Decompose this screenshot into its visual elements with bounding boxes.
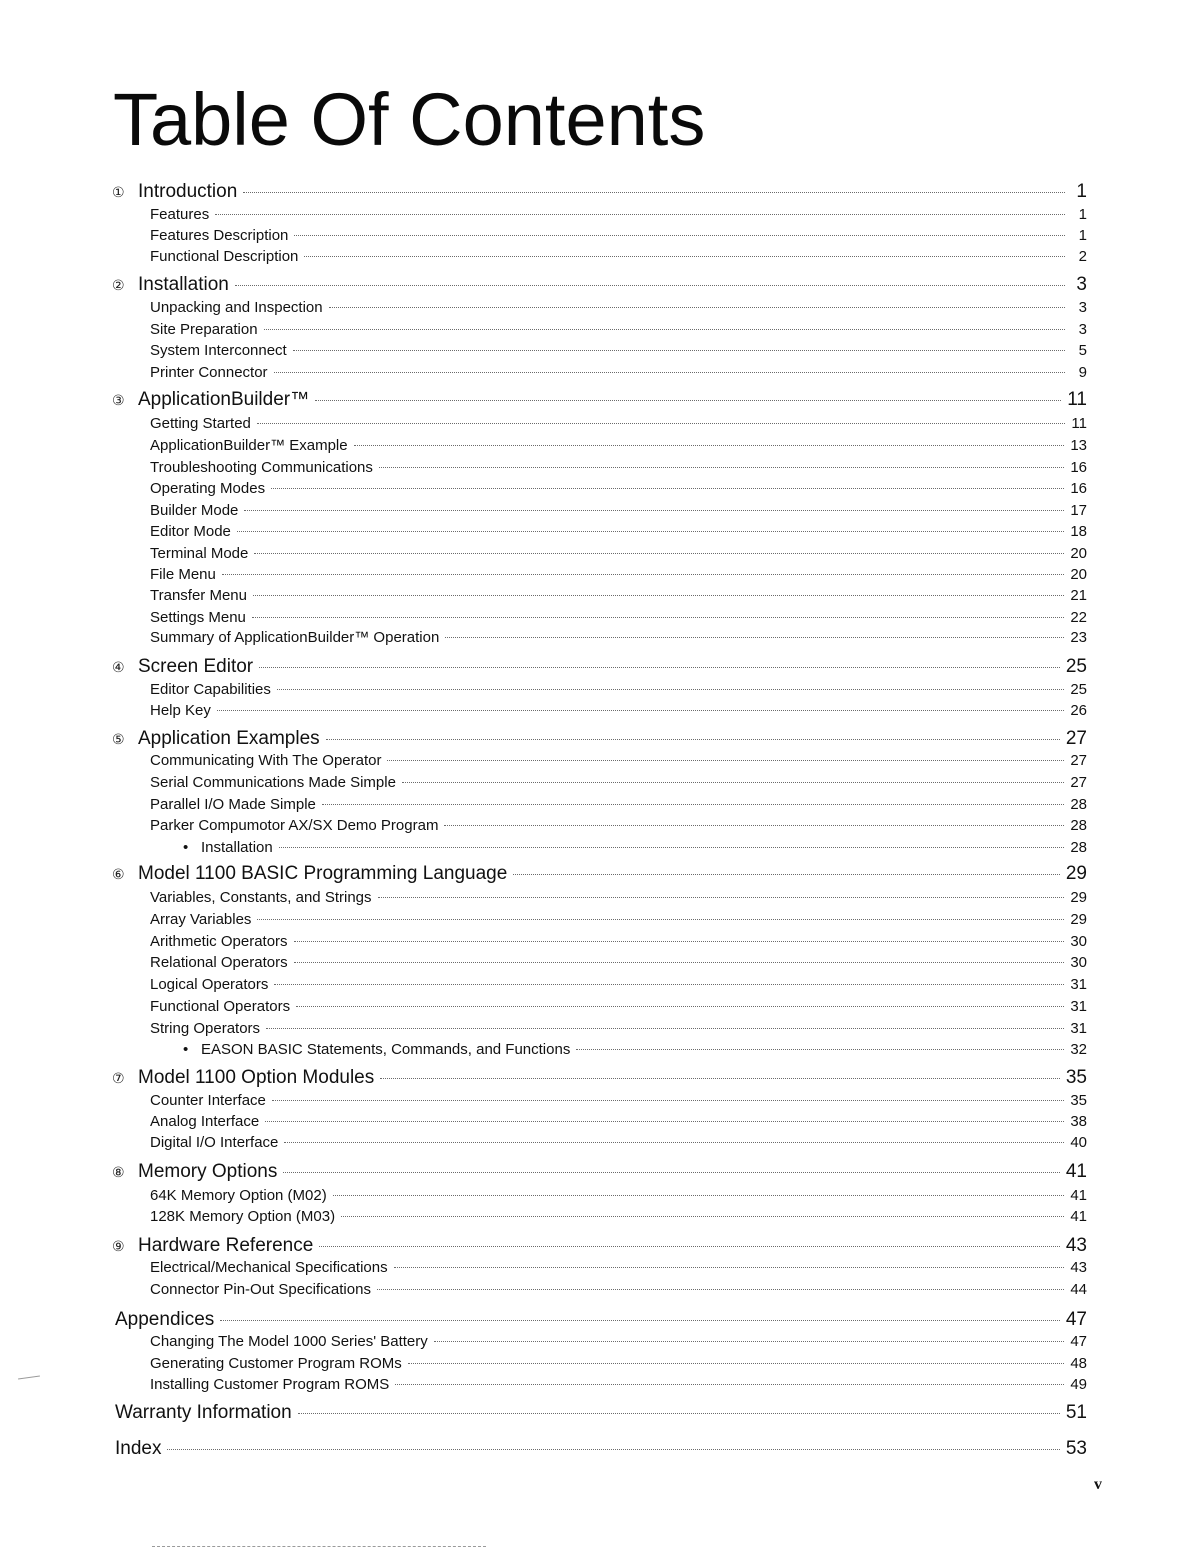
dot-leader (434, 1341, 1065, 1342)
toc-entry-page: 28 (1070, 796, 1087, 813)
page-folio: v (1094, 1476, 1102, 1493)
toc-entry-page: 22 (1070, 609, 1087, 626)
toc-entry (150, 226, 1087, 246)
toc-entry-label: Unpacking and Inspection (150, 299, 323, 316)
toc-entry-label: ApplicationBuilder™ Example (150, 437, 348, 454)
toc-entry-label: Arithmetic Operators (150, 933, 288, 950)
dot-leader (380, 1078, 1060, 1079)
toc-entry (150, 479, 1087, 499)
toc-entry (150, 975, 1087, 995)
dot-leader (257, 423, 1065, 424)
toc-entry-page: 44 (1070, 1281, 1087, 1298)
toc-entry-page: 21 (1070, 587, 1087, 604)
dot-leader (394, 1267, 1065, 1268)
dot-leader (298, 1413, 1060, 1414)
dot-leader (264, 329, 1065, 330)
toc-entry-label: Features Description (150, 227, 289, 244)
toc-entry (150, 436, 1087, 456)
toc-entry-label: Parallel I/O Made Simple (150, 796, 316, 813)
toc-entry-label: Digital I/O Interface (150, 1134, 279, 1151)
toc-entry (150, 910, 1087, 930)
toc-entry-label: Parker Compumotor AX/SX Demo Program (150, 817, 439, 834)
toc-entry-label: Relational Operators (150, 954, 288, 971)
dot-leader (329, 307, 1065, 308)
toc-entry (112, 180, 1087, 205)
toc-entry-page: 17 (1070, 502, 1087, 519)
toc-entry-label: Index (115, 1438, 162, 1459)
toc-entry-page: 41 (1070, 1208, 1087, 1225)
toc-entry (150, 773, 1087, 793)
dot-leader (408, 1363, 1065, 1364)
toc-entry-page: 30 (1070, 954, 1087, 971)
toc-entry-label: Troubleshooting Communications (150, 459, 373, 476)
dot-leader (315, 400, 1061, 401)
chapter-number-icon: ② (112, 278, 125, 294)
toc-entry-page: 28 (1070, 817, 1087, 834)
toc-entry (150, 701, 1087, 721)
dot-leader (294, 941, 1065, 942)
dot-leader (444, 825, 1064, 826)
toc-entry-page: 25 (1070, 681, 1087, 698)
toc-entry (150, 501, 1087, 521)
toc-entry-label: Analog Interface (150, 1113, 260, 1130)
toc-entry (150, 628, 1087, 648)
toc-entry-page: 27 (1070, 774, 1087, 791)
toc-entry-label: Connector Pin-Out Specifications (150, 1281, 371, 1298)
toc-entry (112, 1066, 1087, 1091)
toc-entry-page: 5 (1078, 342, 1087, 359)
dot-leader (322, 804, 1064, 805)
dot-leader (257, 919, 1064, 920)
toc-entry-label: Terminal Mode (150, 545, 249, 562)
toc-entry (183, 1040, 1087, 1060)
toc-entry (112, 273, 1087, 298)
toc-entry (115, 1401, 1087, 1425)
toc-entry-page: 25 (1065, 656, 1087, 677)
toc-entry-page: 27 (1065, 728, 1087, 749)
toc-entry-label: Warranty Information (115, 1402, 292, 1423)
dot-leader (341, 1216, 1064, 1217)
toc-entry-label: Getting Started (150, 415, 251, 432)
dot-leader (244, 510, 1064, 511)
toc-entry (150, 1133, 1087, 1153)
dot-leader (379, 467, 1064, 468)
toc-entry-label: Application Examples (138, 728, 320, 749)
toc-entry (150, 932, 1087, 952)
toc-entry-label: Electrical/Mechanical Specifications (150, 1259, 388, 1276)
toc-entry-label: Generating Customer Program ROMs (150, 1355, 402, 1372)
toc-entry-page: 28 (1070, 839, 1087, 856)
toc-entry (112, 1160, 1087, 1185)
chapter-number-icon: ③ (112, 393, 125, 409)
toc-entry (150, 565, 1087, 585)
toc-entry-page: 47 (1065, 1309, 1087, 1330)
toc-entry (150, 458, 1087, 478)
toc-entry-page: 26 (1070, 702, 1087, 719)
toc-entry-label: Builder Mode (150, 502, 239, 519)
bullet-icon: • (183, 1041, 189, 1058)
toc-entry (150, 1332, 1087, 1352)
toc-entry-label: Changing The Model 1000 Series' Battery (150, 1333, 428, 1350)
toc-entry (150, 888, 1087, 908)
toc-entry-page: 16 (1070, 480, 1087, 497)
dot-leader (274, 372, 1065, 373)
chapter-number-icon: ④ (112, 660, 125, 676)
toc-entry (183, 838, 1087, 858)
chapter-number-icon: ⑤ (112, 732, 125, 748)
toc-entry-page: 1 (1078, 206, 1087, 223)
dot-leader (259, 667, 1060, 668)
toc-entry (150, 522, 1087, 542)
dot-leader (283, 1172, 1059, 1173)
dot-leader (252, 617, 1064, 618)
toc-entry-label: Logical Operators (150, 976, 269, 993)
toc-entry-label: Introduction (138, 181, 238, 202)
toc-entry (150, 363, 1087, 383)
toc-entry (150, 298, 1087, 318)
toc-entry (150, 751, 1087, 771)
toc-entry-label: Editor Mode (150, 523, 231, 540)
toc-entry-page: 53 (1065, 1438, 1087, 1459)
dot-leader (387, 760, 1064, 761)
toc-entry-label: Installation (201, 839, 273, 856)
toc-entry-page: 31 (1070, 1020, 1087, 1037)
dot-leader (220, 1320, 1060, 1321)
toc-entry-page: 30 (1070, 933, 1087, 950)
toc-entry-label: Hardware Reference (138, 1235, 314, 1256)
toc-entry-page: 20 (1070, 545, 1087, 562)
toc-entry-page: 29 (1065, 863, 1087, 884)
toc-entry (150, 997, 1087, 1017)
toc-entry (150, 320, 1087, 340)
dot-leader (167, 1449, 1059, 1450)
dot-leader (215, 214, 1065, 215)
toc-entry (150, 608, 1087, 628)
toc-entry-page: 1 (1078, 227, 1087, 244)
dot-leader (354, 445, 1065, 446)
dot-leader (274, 984, 1064, 985)
toc-entry-label: Functional Description (150, 248, 299, 265)
toc-entry-label: 64K Memory Option (M02) (150, 1187, 327, 1204)
dot-leader (271, 488, 1064, 489)
toc-entry (150, 1019, 1087, 1039)
toc-entry-page: 41 (1065, 1161, 1087, 1182)
toc-entry (150, 586, 1087, 606)
dot-leader (222, 574, 1064, 575)
toc-entry-label: 128K Memory Option (M03) (150, 1208, 336, 1225)
dot-leader (284, 1142, 1064, 1143)
dot-leader (395, 1384, 1064, 1385)
toc-entry (150, 953, 1087, 973)
toc-entry-label: Settings Menu (150, 609, 246, 626)
toc-entry-page: 29 (1070, 889, 1087, 906)
dot-leader (293, 350, 1065, 351)
bullet-icon: • (183, 839, 189, 856)
toc-entry-page: 31 (1070, 976, 1087, 993)
dot-leader (235, 285, 1065, 286)
toc-entry-label: Installation (138, 274, 229, 295)
toc-entry-page: 35 (1070, 1092, 1087, 1109)
toc-entry-label: Help Key (150, 702, 211, 719)
toc-entry-page: 3 (1076, 274, 1087, 295)
toc-entry-label: Printer Connector (150, 364, 268, 381)
toc-entry-page: 41 (1070, 1187, 1087, 1204)
toc-entry (150, 247, 1087, 267)
toc-entry-label: Transfer Menu (150, 587, 247, 604)
toc-entry-page: 9 (1078, 364, 1087, 381)
dot-leader (333, 1195, 1065, 1196)
toc-entry-label: Operating Modes (150, 480, 266, 497)
footer-rule (152, 1546, 486, 1547)
toc-entry-page: 35 (1065, 1067, 1087, 1088)
toc-entry (150, 414, 1087, 434)
toc-entry (112, 655, 1087, 680)
toc-entry (150, 795, 1087, 815)
dot-leader (265, 1121, 1064, 1122)
chapter-number-icon: ⑨ (112, 1239, 125, 1255)
dot-leader (266, 1028, 1064, 1029)
toc-entry-page: 13 (1070, 437, 1087, 454)
toc-entry-label: File Menu (150, 566, 216, 583)
dot-leader (253, 595, 1064, 596)
toc-entry-label: Memory Options (138, 1161, 278, 1182)
toc-entry-page: 48 (1070, 1355, 1087, 1372)
toc-entry-page: 29 (1070, 911, 1087, 928)
toc-entry-page: 11 (1071, 415, 1087, 432)
toc-entry-page: 32 (1070, 1041, 1087, 1058)
dot-leader (326, 739, 1060, 740)
toc-entry-label: ApplicationBuilder™ (138, 389, 310, 410)
chapter-number-icon: ⑥ (112, 867, 125, 883)
page-title: Table Of Contents (113, 78, 706, 161)
toc-entry-page: 49 (1070, 1376, 1087, 1393)
dot-leader (296, 1006, 1064, 1007)
toc-entry-page: 16 (1070, 459, 1087, 476)
toc-entry-page: 11 (1067, 389, 1087, 410)
toc-entry (150, 1186, 1087, 1206)
toc-entry (150, 1112, 1087, 1132)
toc-entry-page: 43 (1065, 1235, 1087, 1256)
toc-entry (150, 1091, 1087, 1111)
dot-leader (294, 235, 1065, 236)
toc-entry-page: 40 (1070, 1134, 1087, 1151)
dot-leader (254, 553, 1064, 554)
toc-entry (150, 1375, 1087, 1395)
dot-leader (237, 531, 1064, 532)
toc-entry-page: 43 (1070, 1259, 1087, 1276)
toc-entry (150, 680, 1087, 700)
toc-entry-label: Communicating With The Operator (150, 752, 382, 769)
toc-entry-page: 27 (1070, 752, 1087, 769)
toc-entry (112, 862, 1087, 887)
toc-entry-label: EASON BASIC Statements, Commands, and Functions (201, 1041, 571, 1058)
toc-entry (150, 544, 1087, 564)
dot-leader (513, 874, 1060, 875)
dot-leader (319, 1246, 1060, 1247)
dot-leader (378, 897, 1065, 898)
dot-leader (304, 256, 1065, 257)
dot-leader (294, 962, 1065, 963)
dot-leader (279, 847, 1065, 848)
toc-entry (150, 1280, 1087, 1300)
toc-entry-page: 31 (1070, 998, 1087, 1015)
toc-entry-page: 38 (1070, 1113, 1087, 1130)
toc-entry-page: 1 (1076, 181, 1087, 202)
toc-entry-label: Model 1100 Option Modules (138, 1067, 375, 1088)
dot-leader (576, 1049, 1064, 1050)
toc-entry (150, 1258, 1087, 1278)
chapter-number-icon: ⑧ (112, 1165, 125, 1181)
dot-leader (445, 637, 1064, 638)
toc-entry (150, 341, 1087, 361)
toc-entry-page: 2 (1078, 248, 1087, 265)
toc-entry-label: Array Variables (150, 911, 252, 928)
toc-entry-page: 18 (1070, 523, 1087, 540)
chapter-number-icon: ① (112, 185, 125, 201)
toc-entry-label: Model 1100 BASIC Programming Language (138, 863, 508, 884)
dot-leader (377, 1289, 1064, 1290)
toc-entry (150, 205, 1087, 225)
toc-entry-label: Functional Operators (150, 998, 291, 1015)
toc-entry (150, 1207, 1087, 1227)
toc-entry (115, 1308, 1087, 1332)
toc-entry (115, 1437, 1087, 1461)
dot-leader (243, 192, 1065, 193)
toc-entry-label: Screen Editor (138, 656, 254, 677)
dot-leader (277, 689, 1064, 690)
toc-entry-label: String Operators (150, 1020, 261, 1037)
toc-entry-label: Counter Interface (150, 1092, 266, 1109)
toc-entry-label: Serial Communications Made Simple (150, 774, 396, 791)
dot-leader (272, 1100, 1064, 1101)
toc-entry (150, 1354, 1087, 1374)
toc-entry-label: Variables, Constants, and Strings (150, 889, 372, 906)
toc-entry (112, 1234, 1087, 1259)
dot-leader (217, 710, 1064, 711)
toc-entry (112, 727, 1087, 752)
toc-entry-page: 23 (1070, 629, 1087, 646)
chapter-number-icon: ⑦ (112, 1071, 125, 1087)
toc-entry-label: Editor Capabilities (150, 681, 271, 698)
dot-leader (402, 782, 1064, 783)
toc-entry-label: Installing Customer Program ROMS (150, 1376, 390, 1393)
toc-entry-label: Appendices (115, 1309, 215, 1330)
toc-entry-page: 3 (1078, 321, 1087, 338)
toc-entry-page: 47 (1070, 1333, 1087, 1350)
toc-entry-label: Summary of ApplicationBuilder™ Operation (150, 629, 440, 646)
toc-entry-page: 20 (1070, 566, 1087, 583)
toc-entry-label: Features (150, 206, 210, 223)
toc-entry-label: System Interconnect (150, 342, 287, 359)
toc-entry-label: Site Preparation (150, 321, 258, 338)
toc-entry (150, 816, 1087, 836)
toc-entry-page: 3 (1078, 299, 1087, 316)
toc-entry (112, 388, 1087, 413)
toc-entry-page: 51 (1065, 1402, 1087, 1423)
